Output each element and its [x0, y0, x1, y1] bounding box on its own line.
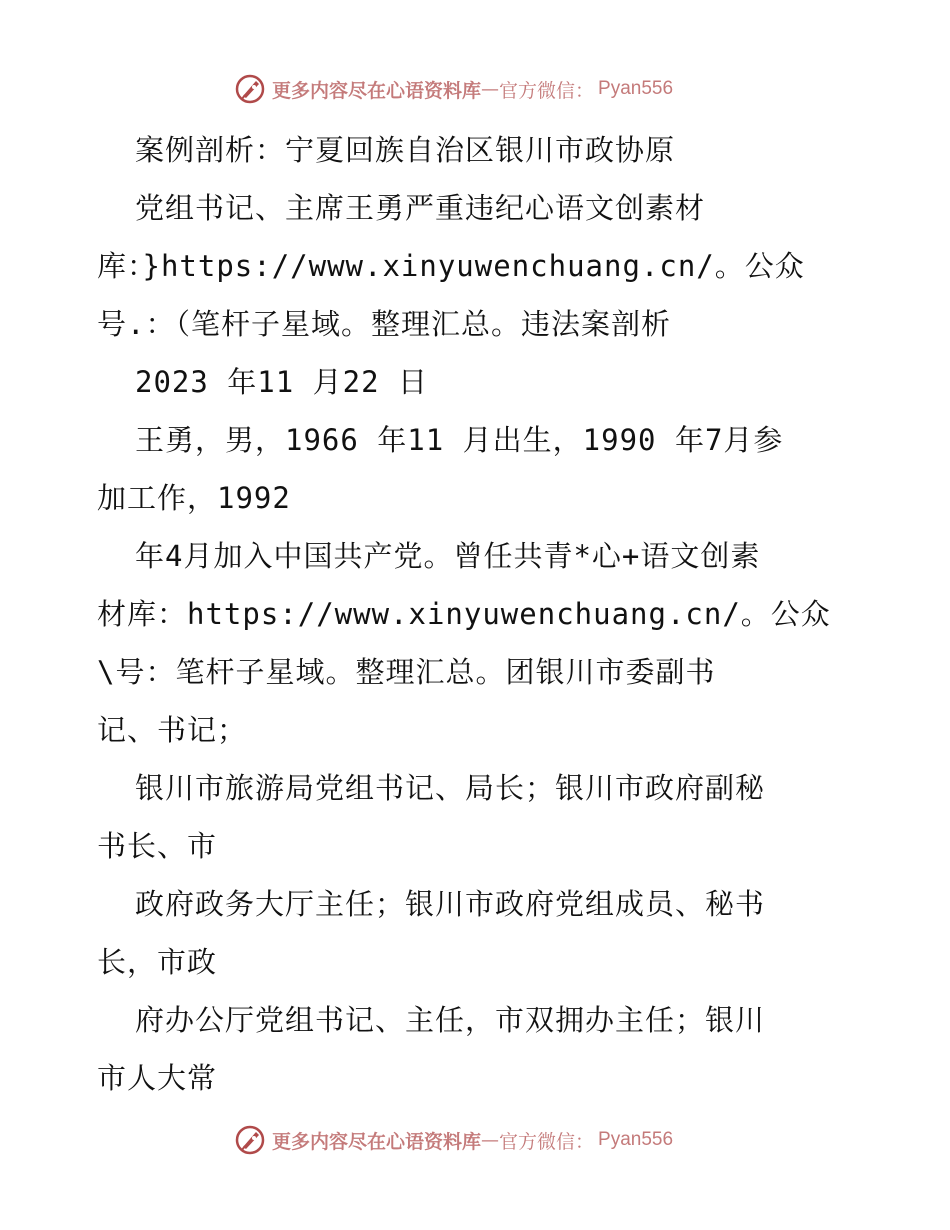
text-line: 年4月加入中国共产党。曾任共青*心+语文创素 [135, 539, 761, 573]
text-line: 银川市旅游局党组书记、局长；银川市政府副秘 [135, 771, 766, 805]
text-line: 党组书记、主席王勇严重违纪心语文创素材 [135, 191, 706, 225]
text-line: 长，市政 [97, 945, 218, 979]
header-banner [234, 72, 714, 106]
text-line: 王勇，男，1966 年11 月出生，1990 年7月参 [135, 423, 784, 457]
text-line: 加工作，1992 [97, 481, 291, 515]
text-line: 书长、市 [97, 829, 218, 863]
text-line: \号：笔杆子星域。整理汇总。团银川市委副书 [97, 655, 716, 689]
banner-label: 官方微信： [499, 1130, 595, 1153]
banner-title: 更多内容尽在心语资料库 [272, 79, 482, 102]
text-line: 案例剖析：宁夏回族自治区银川市政协原 [135, 133, 676, 167]
text-line: 记、书记； [97, 713, 248, 747]
banner-handle: Pyan556 [598, 1129, 674, 1150]
text-line: 材库：https://www.xinyuwenchuang.cn/。公众 [97, 597, 831, 631]
date-line: 2023 年11 月22 日 [135, 365, 429, 399]
text-line: 库：}https://www.xinyuwenchuang.cn/。公众 [97, 249, 805, 283]
quill-pen-icon [234, 1124, 266, 1156]
text-line: 市人大常 [97, 1061, 218, 1095]
banner-separator: — [481, 1129, 500, 1151]
banner-label: 官方微信： [499, 79, 595, 102]
banner-separator: — [481, 78, 500, 100]
text-line: 政府政务大厅主任；银川市政府党组成员、秘书 [135, 887, 766, 921]
footer-banner [234, 1123, 714, 1157]
banner-handle: Pyan556 [598, 78, 674, 99]
quill-pen-icon [234, 73, 266, 105]
text-line: 号.：（笔杆子星域。整理汇总。违法案剖析 [97, 307, 671, 341]
text-line: 府办公厅党组书记、主任，市双拥办主任；银川 [135, 1003, 766, 1037]
banner-title: 更多内容尽在心语资料库 [272, 1130, 482, 1153]
